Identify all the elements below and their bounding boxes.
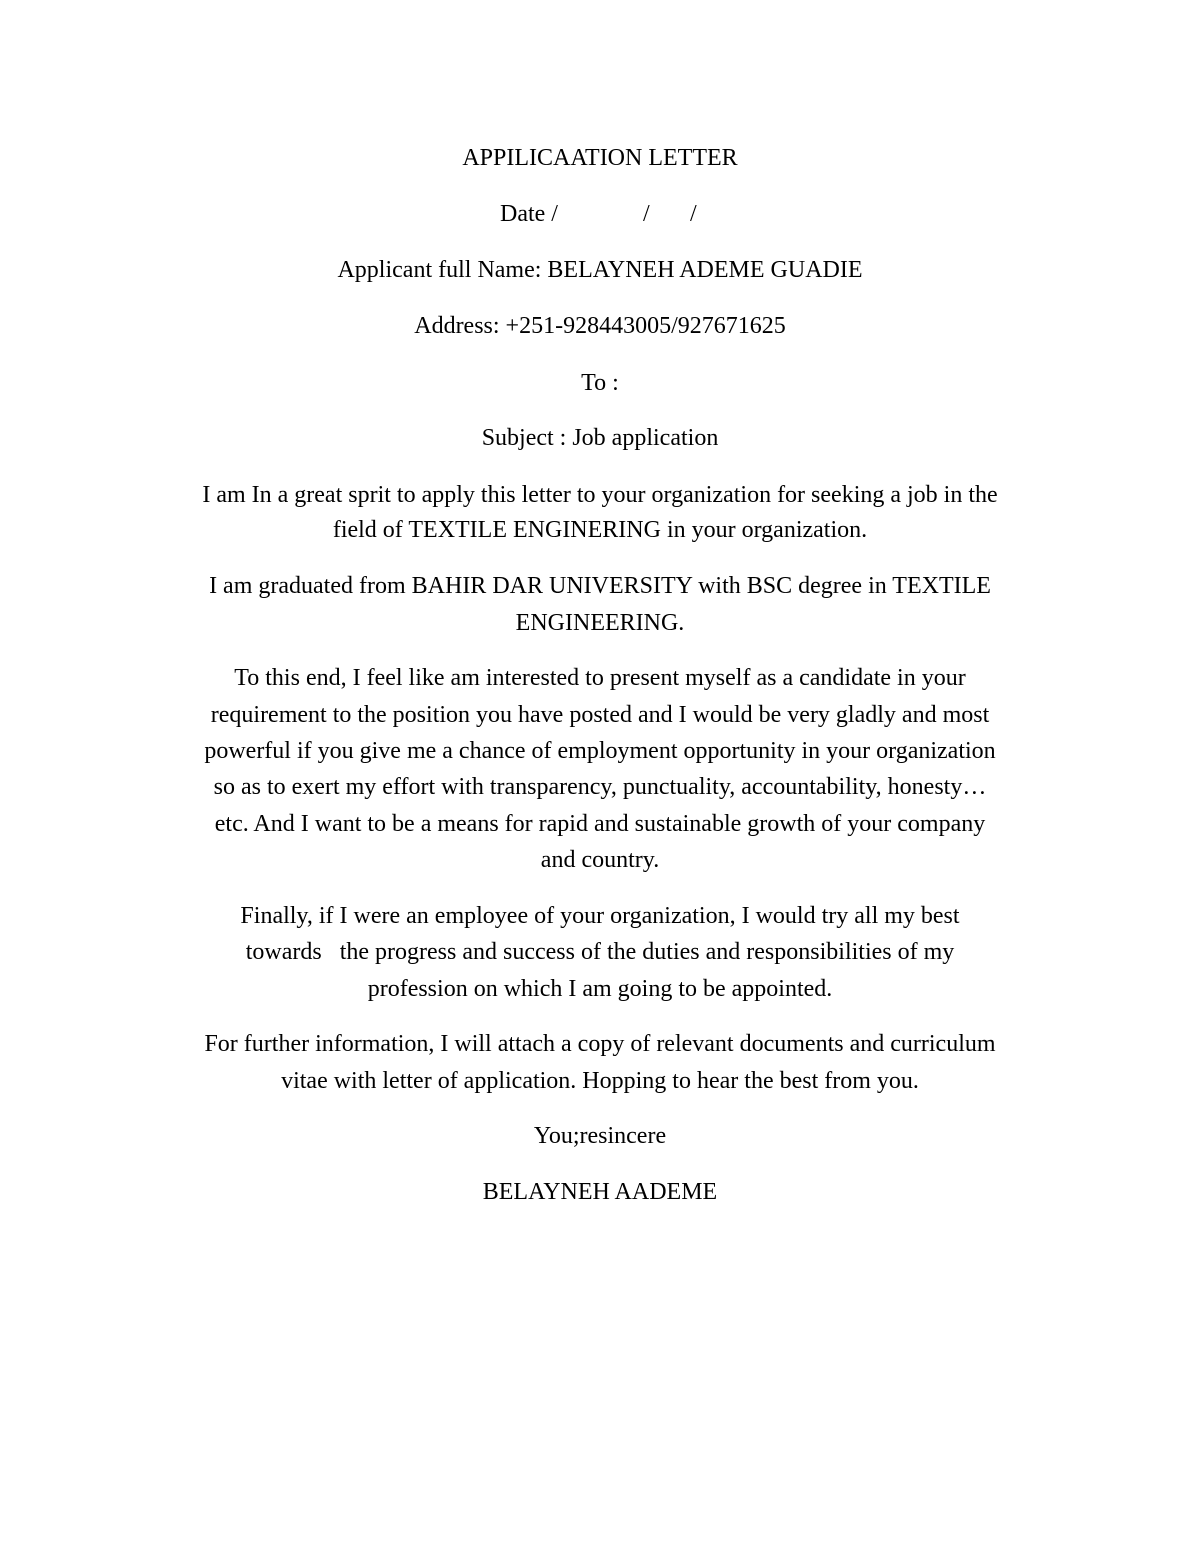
- paragraph-3-line: requirement to the position you have posted and I would be very gladly and most: [210, 702, 990, 728]
- closing-line: You;resincere: [533, 1123, 667, 1149]
- paragraph-3-line: etc. And I want to be a means for rapid and sustainable growth of your company: [214, 811, 986, 837]
- date-label: Date /: [500, 201, 558, 227]
- paragraph-3-line: To this end, I feel like am interested to present myself as a candidate in your: [234, 665, 966, 691]
- letter-title: APPILICAATION LETTER: [462, 145, 738, 171]
- recipient-line: To :: [581, 370, 619, 396]
- applicant-address: Address: +251-928443005/927671625: [414, 313, 786, 339]
- date-line: [0, 200, 1200, 228]
- date-separator-2: /: [690, 201, 697, 227]
- paragraph-3-line: and country.: [540, 847, 660, 873]
- paragraph-5-line: For further information, I will attach a copy of relevant documents and curriculum: [204, 1031, 996, 1057]
- paragraph-5-line: vitae with letter of application. Hopping to hear the best from you.: [281, 1068, 919, 1094]
- paragraph-4-line: profession on which I am going to be appointed.: [367, 976, 833, 1002]
- paragraph-3-line: powerful if you give me a chance of employment opportunity in your organization: [204, 738, 996, 764]
- paragraph-1-line: I am In a great sprit to apply this letter to your organization for seeking a job in the: [202, 482, 998, 508]
- applicant-name: Applicant full Name: BELAYNEH ADEME GUADIE: [337, 257, 863, 283]
- signature-name: BELAYNEH AADEME: [482, 1179, 718, 1205]
- paragraph-3-line: so as to exert my effort with transparency, punctuality, accountability, honesty…: [213, 774, 987, 800]
- date-separator-1: /: [643, 201, 650, 227]
- paragraph-4-line: Finally, if I were an employee of your organization, I would try all my best: [240, 903, 960, 929]
- paragraph-1-line: field of TEXTILE ENGINERING in your organization.: [332, 517, 868, 543]
- paragraph-2-line: I am graduated from BAHIR DAR UNIVERSITY with BSC degree in TEXTILE: [209, 573, 991, 599]
- paragraph-4-line: towards the progress and success of the duties and responsibilities of my: [245, 939, 955, 965]
- subject-line: Subject : Job application: [481, 425, 719, 451]
- paragraph-2-line: ENGINEERING.: [515, 610, 685, 636]
